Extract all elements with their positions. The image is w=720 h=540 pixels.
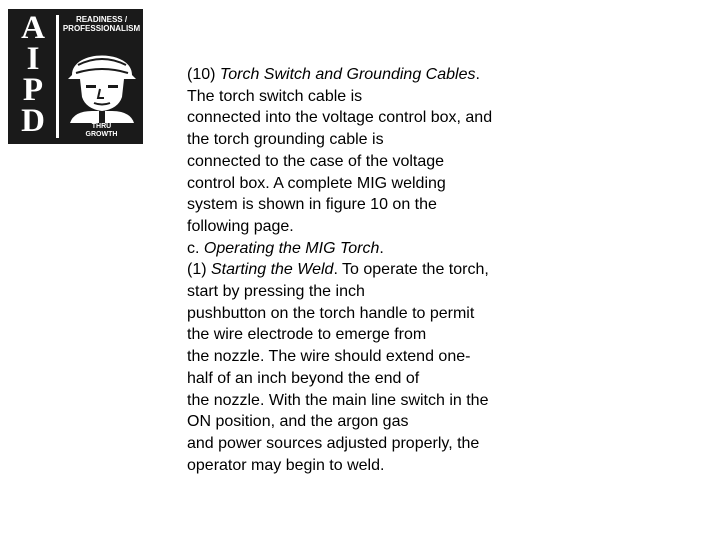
text-line: following page. <box>187 217 294 235</box>
soldier-helmet-icon <box>64 35 140 123</box>
paragraph-number: (10) <box>187 66 220 83</box>
logo-letter-d: D <box>21 103 45 139</box>
section-heading: Torch Switch and Grounding Cables <box>219 66 476 83</box>
text-line: the wire electrode to emerge from <box>187 326 427 344</box>
text-line: connected to the case of the voltage <box>187 152 445 170</box>
text-line <box>187 259 547 281</box>
logo-letter-i: I <box>26 41 40 77</box>
text-fragment: . To operate the torch, <box>333 261 489 279</box>
logo-letter-a: A <box>21 10 45 46</box>
text-punctuation: . <box>379 239 384 257</box>
logo-letter-p: P <box>22 72 44 108</box>
text-line <box>187 238 547 260</box>
text-line: the nozzle. With the main line switch in the <box>187 391 489 409</box>
text-line: operator may begin to weld. <box>187 456 385 474</box>
text-line: system is shown in figure 10 on the <box>187 196 437 214</box>
aipd-logo <box>8 9 143 144</box>
text-line <box>187 64 547 86</box>
document-text <box>187 64 547 476</box>
text-line: start by pressing the inch <box>187 283 365 301</box>
text-line: connected into the voltage control box, and <box>187 109 493 127</box>
logo-top-text-line-2: PROFESSIONALISM <box>62 24 141 33</box>
logo-bottom-text-line-2: GROWTH <box>85 131 118 138</box>
logo-letters <box>12 10 54 139</box>
text-line: the torch grounding cable is <box>187 131 384 149</box>
logo-top-text-line-1: READINESS / <box>75 15 128 24</box>
section-heading: Operating the MIG Torch <box>203 239 380 257</box>
paragraph-number: (1) <box>187 261 211 279</box>
text-line: pushbutton on the torch handle to permit <box>187 304 475 322</box>
logo-divider <box>56 15 59 138</box>
text-line: half of an inch beyond the end of <box>187 369 420 387</box>
text-line: control box. A complete MIG welding <box>187 174 446 192</box>
logo-bottom-text <box>60 123 143 139</box>
paragraph-number: c. <box>187 239 204 257</box>
section-heading: Starting the Weld <box>211 261 334 279</box>
text-line: the nozzle. The wire should extend one- <box>187 348 471 366</box>
text-line: and power sources adjusted properly, the <box>187 434 480 452</box>
text-line: The torch switch cable is <box>187 87 363 105</box>
text-line: ON position, and the argon gas <box>187 413 409 431</box>
logo-bottom-text-line-1: THRU <box>91 123 112 130</box>
logo-top-text <box>60 15 143 33</box>
text-punctuation: . <box>475 66 480 83</box>
